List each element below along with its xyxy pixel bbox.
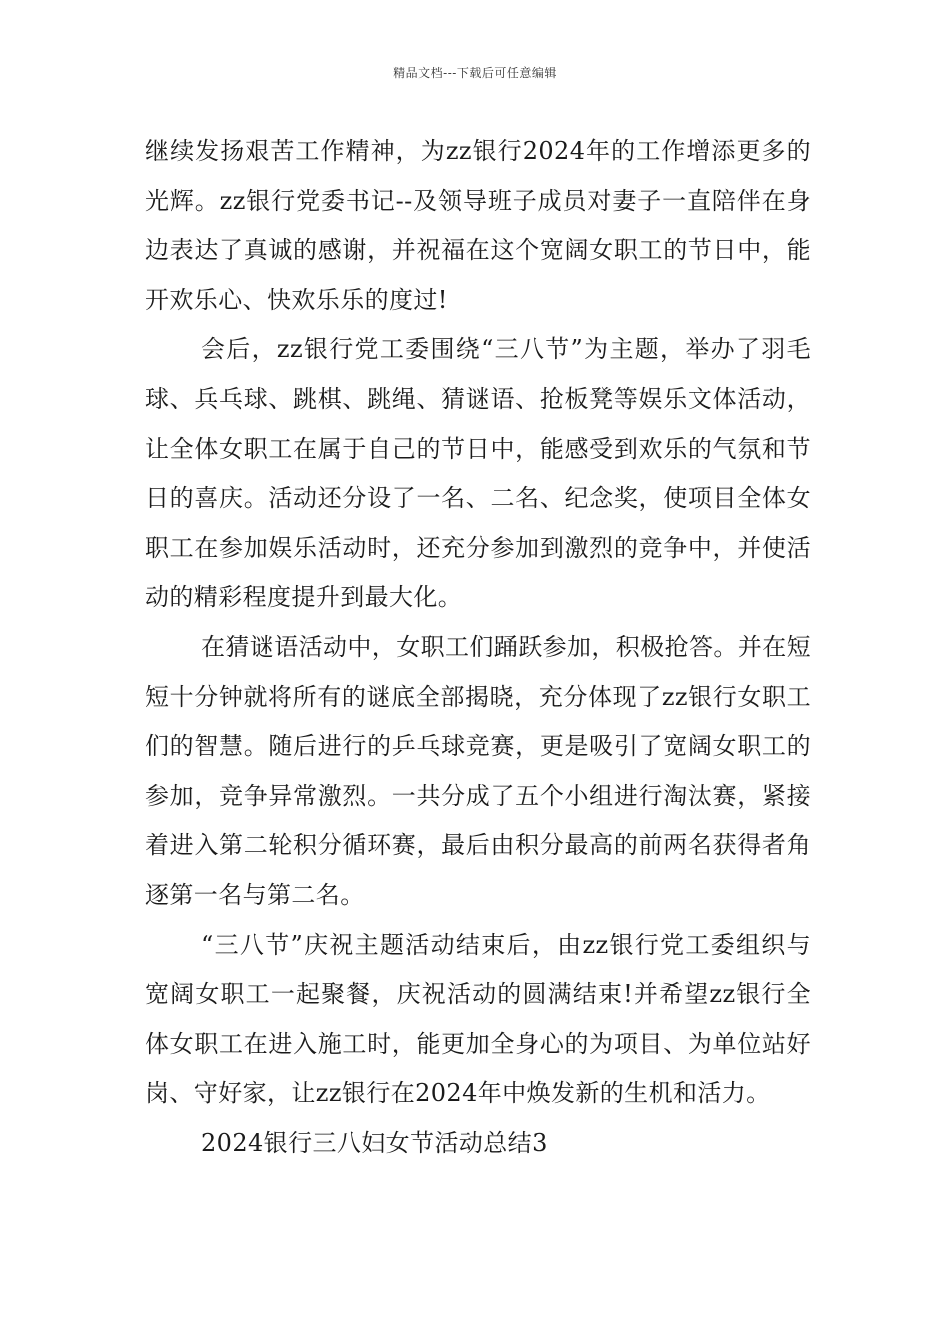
section-heading: 2024银行三八妇女节活动总结3	[201, 1128, 548, 1157]
paragraph-activities: 会后，zz银行党工委围绕“三八节”为主题，举办了羽毛球、兵乓球、跳棋、跳绳、猜谜语、抢板凳等娱乐文体活动，让全体女职工在属于自己的节日中，能感受到欢乐的气氛和节日的喜庆。活动还分设了一名、二名、纪念奖，使项目全体女职工在参加娱乐活动时，还充分参加到激烈的竞争中，并使活动的精彩程度提升到最大化。	[145, 335, 811, 612]
document-body	[145, 127, 811, 1168]
paragraph-riddles: 在猜谜语活动中，女职工们踊跃参加，积极抢答。并在短短十分钟就将所有的谜底全部揭晓，充分体现了zz银行女职工们的智慧。随后进行的乒乓球竞赛，更是吸引了宽阔女职工的参加，竞争异常激烈。一共分成了五个小组进行淘汰赛，紧接着进入第二轮积分循环赛，最后由积分最高的前两名获得者角逐第一名与第二名。	[145, 632, 811, 909]
page-header: 精品文档---下载后可任意编辑	[393, 66, 557, 80]
paragraph-continuation: 继续发扬艰苦工作精神，为zz银行2024年的工作增添更多的光辉。zz银行党委书记--及领导班子成员对妻子一直陪伴在身边表达了真诚的感谢，并祝福在这个宽阔女职工的节日中，能开欢乐心、快欢乐乐的度过!	[145, 137, 811, 314]
paragraph-conclusion: “三八节”庆祝主题活动结束后，由zz银行党工委组织与宽阔女职工一起聚餐，庆祝活动的圆满结束!并希望zz银行全体女职工在进入施工时，能更加全身心的为项目、为单位站好岗、守好家，让zz银行在2024年中焕发新的生机和活力。	[145, 930, 811, 1108]
